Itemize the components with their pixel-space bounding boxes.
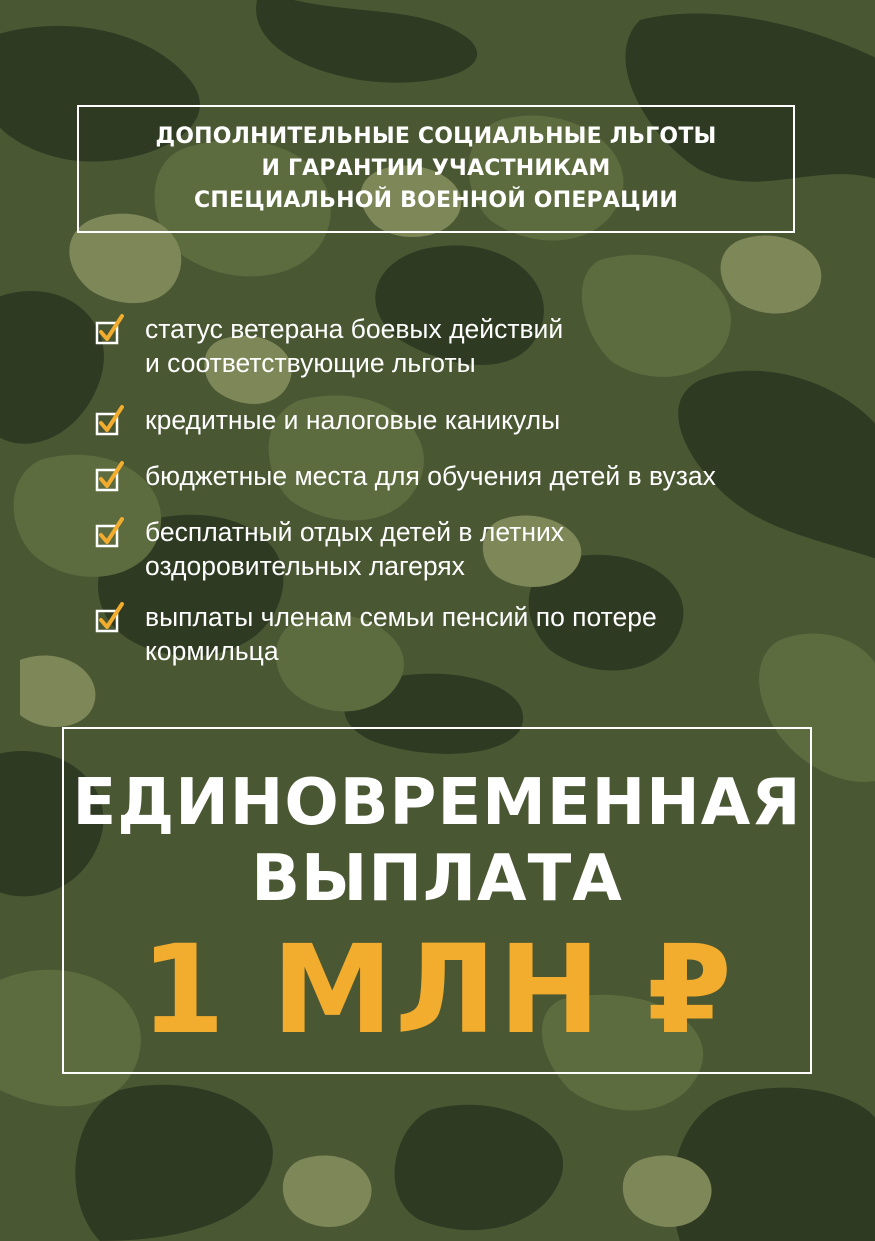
benefit-line: кредитные и налоговые каникулы (145, 405, 561, 435)
payment-box (62, 727, 812, 1074)
benefit-line: выплаты членам семьи пенсий по потере (145, 602, 657, 632)
benefit-text (145, 403, 560, 437)
payment-title-line: ВЫПЛАТА (251, 842, 623, 916)
payment-title-line: ЕДИНОВРЕМЕННАЯ (72, 766, 802, 840)
checkbox-check-icon (95, 314, 125, 346)
benefit-item (95, 403, 560, 437)
checkbox-check-icon (95, 517, 125, 549)
header-line: СПЕЦИАЛЬНОЙ ВОЕННОЙ ОПЕРАЦИИ (194, 188, 678, 213)
benefit-line: оздоровительных лагерях (145, 551, 465, 581)
benefit-item (95, 515, 564, 583)
benefit-line: и соответствующие льготы (145, 348, 476, 378)
benefit-line: кормильца (145, 636, 279, 666)
benefit-line: бесплатный отдых детей в летних (145, 517, 565, 547)
benefit-text (145, 312, 563, 380)
payment-amount: 1 МЛН ₽ (140, 919, 734, 1061)
header-box (77, 105, 795, 233)
benefit-item (95, 600, 657, 668)
header-line: И ГАРАНТИИ УЧАСТНИКАМ (261, 156, 611, 181)
checkbox-check-icon (95, 405, 125, 437)
header-title (155, 121, 716, 217)
checkbox-check-icon (95, 602, 125, 634)
header-line: ДОПОЛНИТЕЛЬНЫЕ СОЦИАЛЬНЫЕ ЛЬГОТЫ (155, 124, 717, 149)
benefit-item (95, 459, 716, 493)
benefit-item (95, 312, 563, 380)
benefit-line: статус ветерана боевых действий (145, 314, 564, 344)
benefit-line: бюджетные места для обучения детей в вузах (145, 461, 716, 491)
benefit-text (145, 515, 564, 583)
checkbox-check-icon (95, 461, 125, 493)
benefit-text (145, 459, 716, 493)
payment-title (64, 765, 810, 917)
benefit-text (145, 600, 657, 668)
